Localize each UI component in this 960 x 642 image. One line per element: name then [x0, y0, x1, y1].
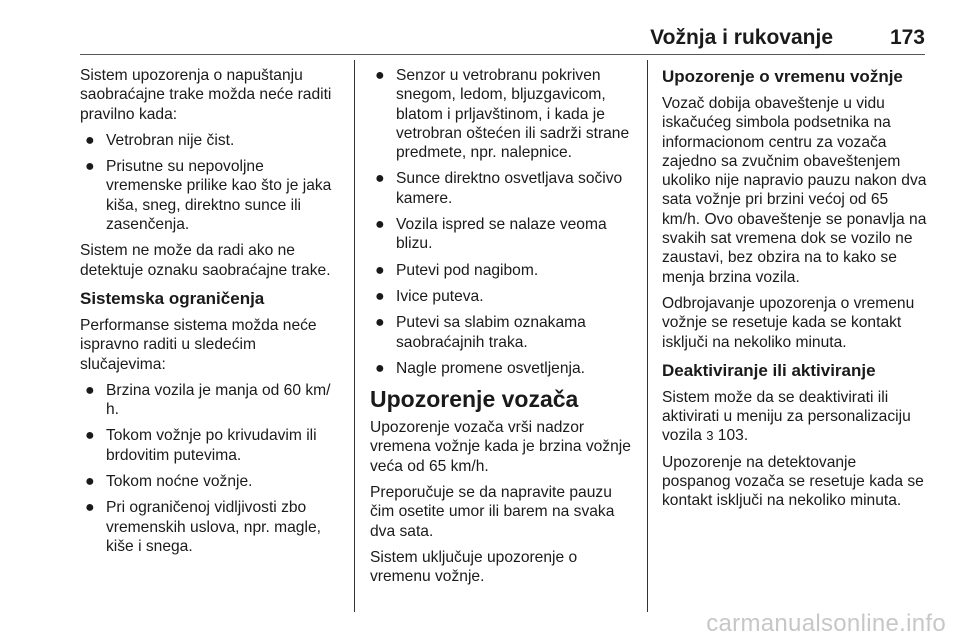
list-item: ● Pri ograničenoj vidljivosti zbo vremenskih uslova, npr. magle, kiše i snega.: [85, 499, 321, 555]
list-item: ● Senzor u vetrobranu pokriven snegom, ledom, bljuzgavicom, blatom i prljavštinom, i kada je vetrobran oštećen ili sadrži strane predmete, npr. nalepnice.: [375, 67, 630, 162]
limits-list: [80, 381, 342, 556]
column-divider-2: [647, 60, 648, 612]
paragraph: Preporučuje se da napravite pauzu čim osetite umor ili barem na svaka dva sata.: [370, 484, 615, 540]
bullet-icon: ●: [85, 499, 95, 517]
list-item: ● Tokom vožnje po krivudavim ili brdovitim putevima.: [85, 427, 317, 464]
list-item: ● Nagle promene osvetljenja.: [375, 359, 585, 377]
list-item: ● Vozila ispred se nalaze veoma blizu.: [375, 216, 607, 253]
paragraph: Performanse sistema možda neće ispravno raditi u sledećim slučajevima:: [80, 316, 317, 373]
bullet-icon: ●: [85, 381, 95, 399]
paragraph: Vozač dobija obaveštenje u vidu iskačućeg simbola podsetnika na informacionom centru za vozača zajedno sa zvučnim obaveštenjem ukoliko nije napravio pauzu nakon dva sata vožnje pri brzini većoj od 65 km/h. Ovo obaveštenje se ponavlja na svakih sat vremena dok se vozilo ne zaustavi, bez obzira na to kako se menja brzina vozila.: [662, 95, 927, 286]
header-divider: [80, 54, 925, 55]
watermark: carmanualsonline.info: [706, 610, 946, 637]
list-item: ● Sunce direktno osvetljava sočivo kamere.: [375, 170, 623, 207]
section-heading-deactivate-activate: Deaktiviranje ili aktiviranje: [662, 360, 876, 380]
paragraph: Sistem ne može da radi ako ne detektuje oznaku saobraćajne trake.: [80, 242, 331, 279]
bullet-icon: ●: [375, 261, 385, 279]
bullet-icon: ●: [85, 427, 95, 445]
column-1: [80, 66, 342, 563]
list-item: ● Prisutne su nepovoljne vremenske prilike kao što je jaka kiša, sneg, direktno sunce ili zasenčenja.: [85, 158, 332, 234]
bullet-icon: ●: [85, 473, 95, 491]
intro-paragraph: Sistem upozorenja o napuštanju saobraćajne trake možda neće raditi pravilno kada:: [80, 67, 332, 123]
bullet-icon: ●: [375, 170, 385, 188]
bullet-icon: ●: [375, 359, 385, 377]
page-reference-icon: 3: [706, 428, 714, 444]
bullet-icon: ●: [85, 131, 95, 149]
page-header: [80, 26, 925, 52]
bullet-icon: ●: [375, 287, 385, 305]
column-divider-1: [354, 60, 355, 612]
paragraph: Odbrojavanje upozorenja o vremenu vožnje se resetuje kada se kontakt isključi na nekoliko minuta.: [662, 294, 915, 351]
limits-list-continued: [370, 66, 638, 378]
bullet-icon: ●: [85, 158, 95, 176]
list-item: ● Brzina vozila je manja od 60 km/ h.: [85, 381, 331, 419]
bullet-icon: ●: [375, 67, 385, 84]
conditions-list: [80, 131, 342, 234]
list-item: ● Putevi pod nagibom.: [375, 261, 539, 279]
list-item: ● Vetrobran nije čist.: [85, 131, 235, 149]
header-title: Vožnja i rukovanje: [650, 26, 833, 49]
bullet-icon: ●: [375, 216, 385, 234]
list-item: ● Tokom noćne vožnje.: [85, 473, 253, 491]
list-item: ● Ivice puteva.: [375, 287, 484, 305]
paragraph: Upozorenje vozača vrši nadzor vremena vožnje kada je brzina vožnje veća od 65 km/h.: [370, 419, 631, 475]
paragraph: Sistem uključuje upozorenje o vremenu vožnje.: [370, 548, 578, 586]
section-heading-drive-time-warning: Upozorenje o vremenu vožnje: [662, 67, 903, 86]
paragraph: Upozorenje na detektovanje pospanog vozača se resetuje kada se kontakt isključi na nekoliko minuta.: [662, 453, 924, 510]
section-heading-system-limits: Sistemska ograničenja: [80, 288, 265, 308]
column-3: [662, 66, 928, 518]
page-number: 173: [889, 26, 925, 49]
bullet-icon: ●: [375, 314, 385, 332]
list-item: ● Putevi sa slabim oznakama saobraćajnih traka.: [375, 314, 586, 351]
column-2: [370, 66, 638, 594]
paragraph: Sistem može da se deaktivirati ili aktivirati u meniju za personalizaciju vozila 3 103.: [662, 388, 911, 445]
page-reference-link[interactable]: 103.: [717, 427, 749, 445]
section-heading-driver-warning: Upozorenje vozača: [370, 386, 579, 413]
